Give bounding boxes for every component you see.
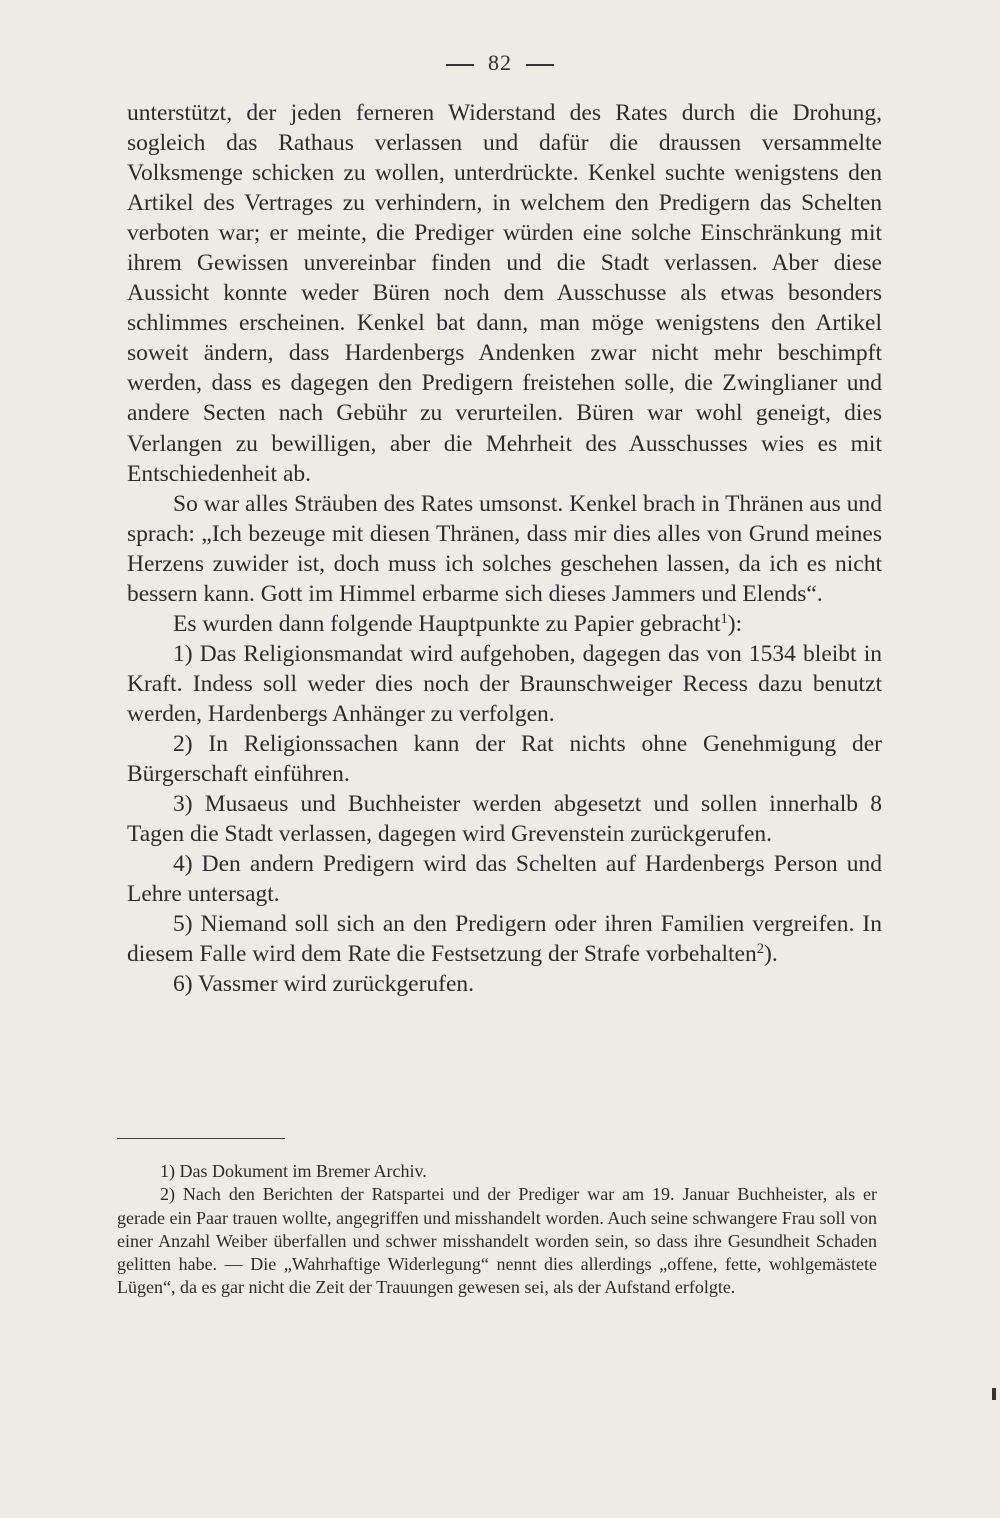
page-number [0,50,1000,76]
footnote-ref-1: 1 [720,610,728,627]
page-number-value: 82 [488,50,512,75]
footnote-separator [117,1138,285,1139]
footnote-2: 2) Nach den Berichten der Ratspartei und der Prediger war am 19. Januar Buchheister, als er gerade ein Paar trauen wollte, angegriffen und misshandelt worden. Auch seine schwangere Frau soll von einer Anzahl Weiber überfallen und schwer misshandelt worden sein, so dass ihre Gesundheit Schaden gelitten habe. — Die „Wahrhaftige Widerlegung“ nennt dies allerdings „offene, fette, wohlgemästete Lügen“, da es gar nicht die Zeit der Trauungen gewesen sei, als der Aufstand erfolgte. [117,1184,877,1298]
paragraph-1: unterstützt, der jeden ferneren Widerstand des Rates durch die Drohung, sogleich das Rathaus verlassen und dafür die draussen versammelte Volksmenge schicken zu wollen, unterdrückte. Kenkel suchte wenigstens den Artikel des Vertrages zu verhindern, in welchem den Predigern das Schelten verboten war; er meinte, die Prediger würden eine solche Einschränkung mit ihrem Gewissen unvereinbar finden und die Stadt verlassen. Aber diese Aussicht konnte weder Büren noch dem Ausschusse als etwas besonders schlimmes erscheinen. Kenkel bat dann, man möge wenigstens den Artikel soweit ändern, dass Hardenbergs Andenken zwar nicht mehr beschimpft werden, dass es dagegen den Predigern freistehen solle, die Zwinglianer und andere Secten nach Gebühr zu verurteilen. Büren war wohl geneigt, dies Verlangen zu bewilligen, aber die Mehrheit des Ausschusses wies es mit Entschiedenheit ab. [127,100,882,487]
list-item-5-end: ). [764,941,778,968]
footnotes [117,1160,877,1300]
list-item-5-text: 5) Niemand soll sich an den Predigern oder ihren Familien vergreifen. In diesem Falle wird dem Rate die Festsetzung der Strafe vorbehalten [127,911,882,968]
right-dash [526,64,554,66]
footnote-ref-2: 2 [756,941,765,958]
list-item-4: 4) Den andern Predigern wird das Schelten auf Hardenbergs Person und Lehre untersagt. [127,851,882,908]
footnote-1: 1) Das Dokument im Bremer Archiv. [160,1161,427,1181]
paragraph-3 [127,609,882,639]
paragraph-2: So war alles Sträuben des Rates umsonst. Kenkel brach in Thränen aus und sprach: „Ich bezeuge mit diesen Thränen, dass mir dies alles von Grund meines Herzens zuwider ist, doch muss ich solches geschehen lassen, da ich es nicht bessern kann. Gott im Himmel erbarme sich dieses Jammers und Elends“. [127,490,882,607]
list-item-5 [127,909,882,969]
left-dash [446,64,474,66]
list-item-6: 6) Vassmer wird zurückgerufen. [173,971,475,998]
main-text [127,98,882,999]
paragraph-3-text: Es wurden dann folgende Hauptpunkte zu Papier gebracht [173,610,721,637]
list-item-1: 1) Das Religionsmandat wird aufgehoben, dagegen das von 1534 bleibt in Kraft. Indess soll weder dies noch der Braunschweiger Recess dazu benutzt werden, Hardenbergs Anhänger zu verfolgen. [127,640,882,727]
list-item-3: 3) Musaeus und Buchheister werden abgesetzt und sollen innerhalb 8 Tagen die Stadt verlassen, dagegen wird Grevenstein zurückgerufen. [127,791,882,848]
edge-mark [992,1388,996,1400]
paragraph-3-end: ): [727,610,743,637]
list-item-2: 2) In Religionssachen kann der Rat nichts ohne Genehmigung der Bürgerschaft einführen. [127,730,882,788]
